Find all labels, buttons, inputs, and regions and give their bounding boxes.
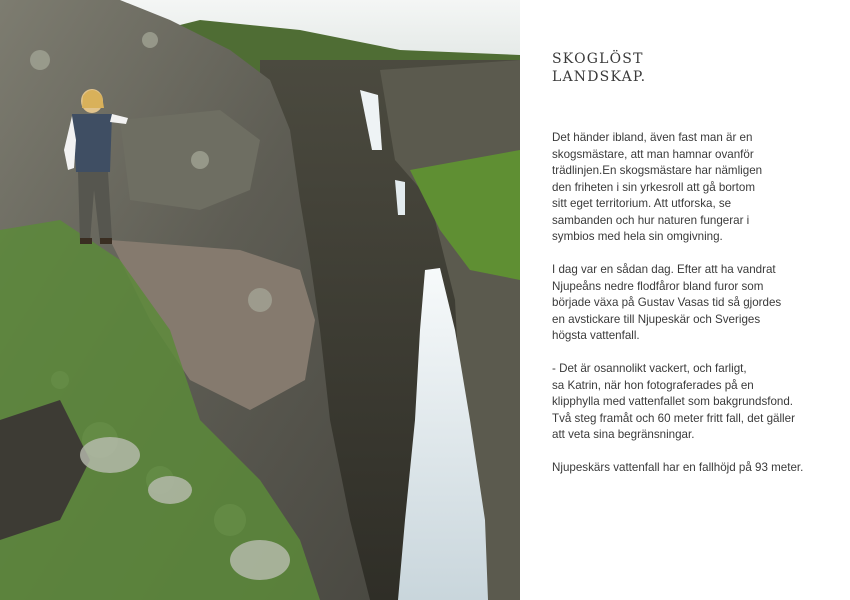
text-line: sambanden och hur naturen fungerar i [552, 213, 750, 227]
heading-line: LANDSKAP. [552, 69, 647, 85]
text-line: en avstickare till Njupeskär och Sveriges [552, 312, 761, 326]
paragraph-day [552, 262, 832, 345]
text-line: Två steg framåt och 60 meter fritt fall, det gäller [552, 411, 795, 425]
text-line: klipphylla med vattenfallet som bakgrundsfond. [552, 395, 794, 408]
paragraph-intro [552, 130, 832, 246]
paragraph-quote [552, 361, 832, 444]
text-line: sitt eget territorium. Att utforska, se [552, 197, 732, 210]
text-line: sa Katrin, när hon fotograferades på en [552, 378, 754, 392]
text-line: skogsmästare, att man hamnar ovanför [552, 147, 754, 161]
text-line: att veta sina begränsningar. [552, 428, 695, 441]
text-line: Njupeåns nedre flodfåror bland furor som [552, 279, 764, 293]
text-line: symbios med hela sin omgivning. [552, 230, 723, 243]
text-line: Njupeskärs vattenfall har en fallhöjd på 93 meter. [552, 461, 804, 474]
article-heading [552, 50, 832, 86]
text-line: högsta vattenfall. [552, 329, 640, 342]
heading-line: SKOGLÖST [552, 51, 644, 67]
text-line: började växa på Gustav Vasas tid så gjordes [552, 296, 782, 309]
text-line: Det händer ibland, även fast man är en [552, 131, 753, 144]
text-line: - Det är osannolikt vackert, och farligt, [552, 362, 747, 375]
article-column [552, 50, 832, 493]
text-line: trädlinjen.En skogsmästare har nämligen [552, 164, 763, 177]
text-line: den friheten i sin yrkesroll att gå bortom [552, 180, 755, 194]
text-line: I dag var en sådan dag. Efter att ha vandrat [552, 263, 776, 276]
paragraph-fact [552, 460, 832, 477]
